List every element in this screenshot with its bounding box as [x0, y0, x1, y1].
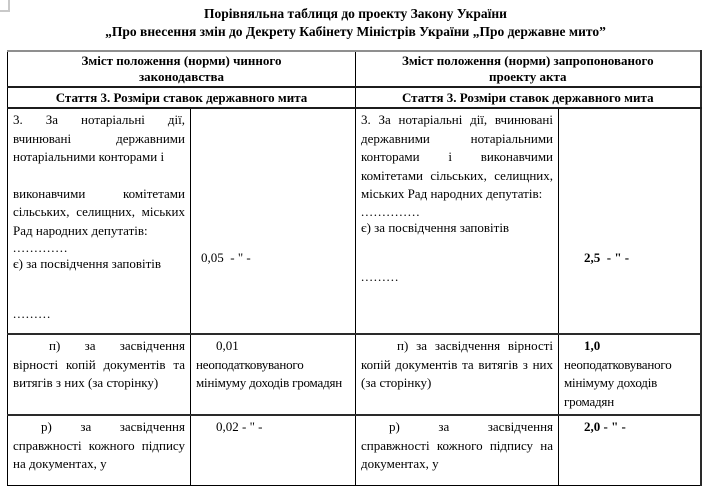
- paragraph-committees: виконавчими комітетами сільських, селищних, міських Рад народних депутатів:: [13, 185, 185, 238]
- rate-value: 0,02 - " -: [216, 419, 263, 434]
- paragraph-signatures-item: р) за засвідчення справжності кожного підпису на документах, у: [361, 419, 554, 471]
- document-title-line1: Порівняльна таблиця до проекту Закону України: [204, 6, 507, 21]
- paragraph-signatures-item: р) за засвідчення справжності кожного підпису на документах, у: [13, 419, 185, 471]
- paragraph-intro: 3. За нотаріальні дії, вчинювані державними нотаріальними конторами і: [13, 112, 185, 164]
- rate-value: 2,5 - " -: [584, 250, 630, 265]
- subheader-proposed-article: Стаття 3. Розміри ставок державного мита: [356, 87, 701, 108]
- table-row: [8, 334, 701, 415]
- cell-current-text-copies: [8, 334, 191, 415]
- header-proposed-act: [356, 51, 701, 87]
- cell-current-text-notarial-acts: [8, 108, 191, 334]
- rate-unit: неоподатковуваного мінімуму доходів громадян: [564, 356, 672, 409]
- cell-proposed-rate-copies: [559, 334, 701, 415]
- header-current-line2: законодавства: [138, 69, 225, 84]
- table-row: [8, 415, 701, 485]
- table-header-row: [8, 51, 701, 87]
- cell-current-rate-copies: [191, 334, 356, 415]
- paragraph-copies-item: п) за засвідчення вірності копій документів та витягів з них (за сторінку): [361, 338, 554, 390]
- cell-proposed-rate-signatures: [559, 415, 701, 485]
- cell-current-text-signatures: [8, 415, 191, 485]
- cell-proposed-text-copies: [356, 334, 559, 415]
- paragraph-wills-item: є) за посвідчення заповітів: [13, 256, 162, 271]
- header-current-legislation: [8, 51, 356, 87]
- rate-value: 2,0 - " -: [584, 419, 626, 434]
- paragraph-copies-item: п) за засвідчення вірності копій документів та витягів з них (за сторінку): [13, 338, 185, 390]
- ellipsis-line: .............: [13, 240, 69, 255]
- rate-value: 0,05 - " -: [201, 250, 251, 265]
- ellipsis-line: .........: [361, 269, 400, 284]
- cell-proposed-text-signatures: [356, 415, 559, 485]
- table-subheader-row: [8, 87, 701, 108]
- header-proposed-line1: Зміст положення (норми) запропонованого: [401, 53, 654, 68]
- document-title: [0, 5, 711, 40]
- rate-unit: неоподатковуваного мінімуму доходів громадян: [196, 356, 343, 390]
- comparison-table: [7, 50, 702, 486]
- cell-proposed-text-notarial-acts: [356, 108, 559, 334]
- cell-proposed-rate-wills: [559, 108, 701, 334]
- rate-value: 1,0: [584, 338, 601, 353]
- subheader-current-article: Стаття 3. Розміри ставок державного мита: [8, 87, 356, 108]
- header-current-line1: Зміст положення (норми) чинного: [81, 53, 282, 68]
- cell-current-rate-signatures: [191, 415, 356, 485]
- cell-current-rate-wills: [191, 108, 356, 334]
- document-title-line2: „Про внесення змін до Декрету Кабінету Міністрів України „Про державне мито”: [105, 23, 606, 39]
- rate-value: 0,01: [216, 338, 239, 353]
- paragraph-wills-item: є) за посвідчення заповітів: [361, 219, 510, 235]
- ellipsis-line: .........: [13, 305, 52, 321]
- table-row: [8, 108, 701, 334]
- ellipsis-line: ..............: [361, 203, 421, 219]
- header-proposed-line2: проекту акта: [489, 69, 567, 84]
- paragraph-intro: 3. За нотаріальні дії, вчинювані державними нотаріальними конторами і виконавчими комітетами сільських, селищних, міських Рад народних депутатів:: [361, 112, 554, 201]
